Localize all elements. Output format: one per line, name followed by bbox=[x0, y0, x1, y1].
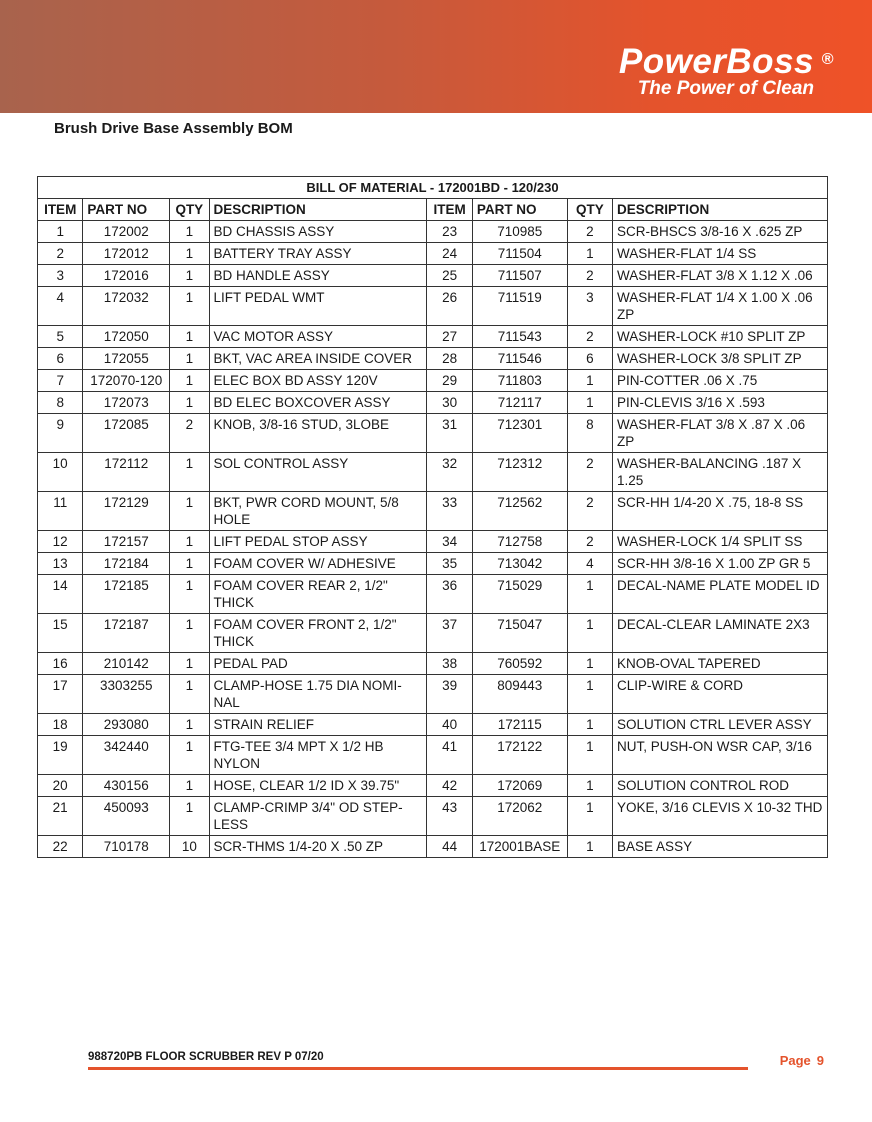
table-row bbox=[38, 653, 828, 675]
part-no-cell: 172069 bbox=[472, 775, 567, 797]
qty-cell: 4 bbox=[567, 553, 612, 575]
qty-cell: 2 bbox=[567, 265, 612, 287]
table-row bbox=[38, 675, 828, 714]
part-no-cell: 430156 bbox=[83, 775, 170, 797]
qty-cell: 2 bbox=[567, 326, 612, 348]
part-no-cell: 172055 bbox=[83, 348, 170, 370]
qty-cell: 1 bbox=[170, 348, 209, 370]
qty-cell: 1 bbox=[170, 531, 209, 553]
qty-cell: 2 bbox=[567, 221, 612, 243]
table-row bbox=[38, 221, 828, 243]
part-no-cell: 172050 bbox=[83, 326, 170, 348]
description-cell: KNOB-OVAL TAPERED bbox=[613, 653, 828, 675]
item-cell: 17 bbox=[38, 675, 83, 714]
description-cell: SOLUTION CTRL LEVER ASSY bbox=[613, 714, 828, 736]
item-cell: 26 bbox=[427, 287, 472, 326]
description-cell: SCR-HH 3/8-16 X 1.00 ZP GR 5 bbox=[613, 553, 828, 575]
table-row bbox=[38, 575, 828, 614]
table-row bbox=[38, 265, 828, 287]
description-cell: WASHER-FLAT 1/4 SS bbox=[613, 243, 828, 265]
part-no-cell: 172115 bbox=[472, 714, 567, 736]
item-cell: 31 bbox=[427, 414, 472, 453]
registered-mark: ® bbox=[821, 51, 834, 68]
part-no-cell: 342440 bbox=[83, 736, 170, 775]
part-no-cell: 210142 bbox=[83, 653, 170, 675]
item-cell: 13 bbox=[38, 553, 83, 575]
item-cell: 6 bbox=[38, 348, 83, 370]
part-no-cell: 172032 bbox=[83, 287, 170, 326]
description-cell: SCR-THMS 1/4-20 X .50 ZP bbox=[209, 836, 427, 858]
item-cell: 32 bbox=[427, 453, 472, 492]
item-cell: 12 bbox=[38, 531, 83, 553]
logo-name bbox=[618, 42, 834, 81]
description-cell: VAC MOTOR ASSY bbox=[209, 326, 427, 348]
part-no-cell: 172001BASE bbox=[472, 836, 567, 858]
item-cell: 11 bbox=[38, 492, 83, 531]
header-qty: QTY bbox=[567, 199, 612, 221]
table-row bbox=[38, 614, 828, 653]
item-cell: 38 bbox=[427, 653, 472, 675]
part-no-cell: 172062 bbox=[472, 797, 567, 836]
description-cell: CLAMP-HOSE 1.75 DIA NOMI-NAL bbox=[209, 675, 427, 714]
description-cell: LIFT PEDAL WMT bbox=[209, 287, 427, 326]
description-cell: SOL CONTROL ASSY bbox=[209, 453, 427, 492]
qty-cell: 1 bbox=[567, 575, 612, 614]
description-cell: BATTERY TRAY ASSY bbox=[209, 243, 427, 265]
part-no-cell: 711519 bbox=[472, 287, 567, 326]
qty-cell: 1 bbox=[170, 265, 209, 287]
qty-cell: 1 bbox=[170, 775, 209, 797]
bom-title: BILL OF MATERIAL - 172001BD - 120/230 bbox=[38, 177, 828, 199]
description-cell: WASHER-LOCK 3/8 SPLIT ZP bbox=[613, 348, 828, 370]
item-cell: 19 bbox=[38, 736, 83, 775]
part-no-cell: 172070-120 bbox=[83, 370, 170, 392]
part-no-cell: 172012 bbox=[83, 243, 170, 265]
qty-cell: 1 bbox=[567, 243, 612, 265]
qty-cell: 1 bbox=[567, 370, 612, 392]
description-cell: CLIP-WIRE & CORD bbox=[613, 675, 828, 714]
description-cell: FOAM COVER FRONT 2, 1/2" THICK bbox=[209, 614, 427, 653]
qty-cell: 1 bbox=[567, 797, 612, 836]
qty-cell: 6 bbox=[567, 348, 612, 370]
item-cell: 14 bbox=[38, 575, 83, 614]
part-no-cell: 172187 bbox=[83, 614, 170, 653]
description-cell: KNOB, 3/8-16 STUD, 3LOBE bbox=[209, 414, 427, 453]
description-cell: ELEC BOX BD ASSY 120V bbox=[209, 370, 427, 392]
item-cell: 44 bbox=[427, 836, 472, 858]
table-row bbox=[38, 492, 828, 531]
table-row bbox=[38, 348, 828, 370]
qty-cell: 1 bbox=[170, 675, 209, 714]
qty-cell: 2 bbox=[567, 492, 612, 531]
part-no-cell: 715029 bbox=[472, 575, 567, 614]
part-no-cell: 172157 bbox=[83, 531, 170, 553]
description-cell: FTG-TEE 3/4 MPT X 1/2 HB NYLON bbox=[209, 736, 427, 775]
qty-cell: 1 bbox=[567, 653, 612, 675]
description-cell: BASE ASSY bbox=[613, 836, 828, 858]
item-cell: 5 bbox=[38, 326, 83, 348]
table-row bbox=[38, 836, 828, 858]
header-qty: QTY bbox=[170, 199, 209, 221]
qty-cell: 1 bbox=[170, 453, 209, 492]
table-row bbox=[38, 326, 828, 348]
part-no-cell: 712301 bbox=[472, 414, 567, 453]
item-cell: 40 bbox=[427, 714, 472, 736]
description-cell: WASHER-BALANCING .187 X 1.25 bbox=[613, 453, 828, 492]
item-cell: 23 bbox=[427, 221, 472, 243]
item-cell: 8 bbox=[38, 392, 83, 414]
table-row bbox=[38, 243, 828, 265]
part-no-cell: 172016 bbox=[83, 265, 170, 287]
description-cell: PIN-COTTER .06 X .75 bbox=[613, 370, 828, 392]
page-number: 9 bbox=[816, 1053, 824, 1068]
part-no-cell: 715047 bbox=[472, 614, 567, 653]
bom-table bbox=[37, 176, 828, 858]
item-cell: 39 bbox=[427, 675, 472, 714]
description-cell: BD HANDLE ASSY bbox=[209, 265, 427, 287]
table-row bbox=[38, 775, 828, 797]
item-cell: 20 bbox=[38, 775, 83, 797]
part-no-cell: 711504 bbox=[472, 243, 567, 265]
qty-cell: 1 bbox=[170, 326, 209, 348]
qty-cell: 2 bbox=[170, 414, 209, 453]
qty-cell: 2 bbox=[567, 531, 612, 553]
qty-cell: 1 bbox=[567, 736, 612, 775]
item-cell: 3 bbox=[38, 265, 83, 287]
header-item: ITEM bbox=[38, 199, 83, 221]
description-cell: SOLUTION CONTROL ROD bbox=[613, 775, 828, 797]
item-cell: 24 bbox=[427, 243, 472, 265]
item-cell: 27 bbox=[427, 326, 472, 348]
description-cell: FOAM COVER REAR 2, 1/2" THICK bbox=[209, 575, 427, 614]
bom-body bbox=[38, 221, 828, 858]
item-cell: 30 bbox=[427, 392, 472, 414]
part-no-cell: 712562 bbox=[472, 492, 567, 531]
page-title: Brush Drive Base Assembly BOM bbox=[54, 120, 293, 137]
item-cell: 1 bbox=[38, 221, 83, 243]
logo-name-text: PowerBoss bbox=[618, 42, 814, 81]
table-row bbox=[38, 370, 828, 392]
description-cell: WASHER-FLAT 1/4 X 1.00 X .06 ZP bbox=[613, 287, 828, 326]
description-cell: WASHER-LOCK 1/4 SPLIT SS bbox=[613, 531, 828, 553]
qty-cell: 1 bbox=[567, 775, 612, 797]
qty-cell: 2 bbox=[567, 453, 612, 492]
qty-cell: 1 bbox=[567, 614, 612, 653]
qty-cell: 1 bbox=[170, 736, 209, 775]
bom-title-row bbox=[38, 177, 828, 199]
part-no-cell: 711543 bbox=[472, 326, 567, 348]
item-cell: 7 bbox=[38, 370, 83, 392]
qty-cell: 1 bbox=[170, 714, 209, 736]
table-row bbox=[38, 797, 828, 836]
table-row bbox=[38, 531, 828, 553]
description-cell: SCR-BHSCS 3/8-16 X .625 ZP bbox=[613, 221, 828, 243]
header-part-no: PART NO bbox=[472, 199, 567, 221]
part-no-cell: 172129 bbox=[83, 492, 170, 531]
page-label: Page bbox=[779, 1053, 811, 1068]
item-cell: 41 bbox=[427, 736, 472, 775]
part-no-cell: 172073 bbox=[83, 392, 170, 414]
description-cell: WASHER-FLAT 3/8 X 1.12 X .06 bbox=[613, 265, 828, 287]
description-cell: LIFT PEDAL STOP ASSY bbox=[209, 531, 427, 553]
part-no-cell: 172185 bbox=[83, 575, 170, 614]
part-no-cell: 711507 bbox=[472, 265, 567, 287]
footer-doc-code: 988720PB FLOOR SCRUBBER REV P 07/20 bbox=[88, 1051, 324, 1063]
footer-rule bbox=[88, 1067, 748, 1070]
item-cell: 21 bbox=[38, 797, 83, 836]
description-cell: BD CHASSIS ASSY bbox=[209, 221, 427, 243]
qty-cell: 1 bbox=[170, 492, 209, 531]
description-cell: NUT, PUSH-ON WSR CAP, 3/16 bbox=[613, 736, 828, 775]
part-no-cell: 711803 bbox=[472, 370, 567, 392]
item-cell: 37 bbox=[427, 614, 472, 653]
table-row bbox=[38, 736, 828, 775]
item-cell: 18 bbox=[38, 714, 83, 736]
item-cell: 36 bbox=[427, 575, 472, 614]
item-cell: 28 bbox=[427, 348, 472, 370]
qty-cell: 10 bbox=[170, 836, 209, 858]
qty-cell: 1 bbox=[170, 370, 209, 392]
qty-cell: 1 bbox=[170, 614, 209, 653]
part-no-cell: 712758 bbox=[472, 531, 567, 553]
powerboss-logo bbox=[618, 42, 834, 100]
table-row bbox=[38, 414, 828, 453]
qty-cell: 1 bbox=[170, 392, 209, 414]
description-cell: HOSE, CLEAR 1/2 ID X 39.75" bbox=[209, 775, 427, 797]
qty-cell: 1 bbox=[170, 797, 209, 836]
item-cell: 35 bbox=[427, 553, 472, 575]
header-description: DESCRIPTION bbox=[209, 199, 427, 221]
item-cell: 4 bbox=[38, 287, 83, 326]
header-part-no: PART NO bbox=[83, 199, 170, 221]
description-cell: WASHER-FLAT 3/8 X .87 X .06 ZP bbox=[613, 414, 828, 453]
part-no-cell: 172184 bbox=[83, 553, 170, 575]
header-description: DESCRIPTION bbox=[613, 199, 828, 221]
item-cell: 33 bbox=[427, 492, 472, 531]
table-row bbox=[38, 287, 828, 326]
item-cell: 15 bbox=[38, 614, 83, 653]
part-no-cell: 809443 bbox=[472, 675, 567, 714]
part-no-cell: 713042 bbox=[472, 553, 567, 575]
item-cell: 34 bbox=[427, 531, 472, 553]
description-cell: BKT, VAC AREA INSIDE COVER bbox=[209, 348, 427, 370]
part-no-cell: 293080 bbox=[83, 714, 170, 736]
description-cell: PEDAL PAD bbox=[209, 653, 427, 675]
description-cell: PIN-CLEVIS 3/16 X .593 bbox=[613, 392, 828, 414]
qty-cell: 1 bbox=[567, 392, 612, 414]
qty-cell: 8 bbox=[567, 414, 612, 453]
qty-cell: 1 bbox=[170, 221, 209, 243]
part-no-cell: 712117 bbox=[472, 392, 567, 414]
part-no-cell: 172112 bbox=[83, 453, 170, 492]
description-cell: DECAL-CLEAR LAMINATE 2X3 bbox=[613, 614, 828, 653]
qty-cell: 3 bbox=[567, 287, 612, 326]
item-cell: 2 bbox=[38, 243, 83, 265]
header-banner bbox=[0, 0, 872, 113]
qty-cell: 1 bbox=[170, 653, 209, 675]
qty-cell: 1 bbox=[567, 714, 612, 736]
description-cell: SCR-HH 1/4-20 X .75, 18-8 SS bbox=[613, 492, 828, 531]
item-cell: 43 bbox=[427, 797, 472, 836]
description-cell: CLAMP-CRIMP 3/4" OD STEP-LESS bbox=[209, 797, 427, 836]
description-cell: BKT, PWR CORD MOUNT, 5/8 HOLE bbox=[209, 492, 427, 531]
item-cell: 10 bbox=[38, 453, 83, 492]
logo-tagline: The Power of Clean bbox=[637, 78, 814, 99]
table-row bbox=[38, 453, 828, 492]
description-cell: YOKE, 3/16 CLEVIS X 10-32 THD bbox=[613, 797, 828, 836]
table-row bbox=[38, 553, 828, 575]
bom-header-row bbox=[38, 199, 828, 221]
part-no-cell: 172085 bbox=[83, 414, 170, 453]
part-no-cell: 710178 bbox=[83, 836, 170, 858]
qty-cell: 1 bbox=[567, 836, 612, 858]
part-no-cell: 172122 bbox=[472, 736, 567, 775]
qty-cell: 1 bbox=[170, 575, 209, 614]
description-cell: DECAL-NAME PLATE MODEL ID bbox=[613, 575, 828, 614]
qty-cell: 1 bbox=[170, 287, 209, 326]
description-cell: STRAIN RELIEF bbox=[209, 714, 427, 736]
description-cell: WASHER-LOCK #10 SPLIT ZP bbox=[613, 326, 828, 348]
qty-cell: 1 bbox=[567, 675, 612, 714]
header-item: ITEM bbox=[427, 199, 472, 221]
part-no-cell: 172002 bbox=[83, 221, 170, 243]
description-cell: BD ELEC BOXCOVER ASSY bbox=[209, 392, 427, 414]
part-no-cell: 3303255 bbox=[83, 675, 170, 714]
item-cell: 42 bbox=[427, 775, 472, 797]
item-cell: 29 bbox=[427, 370, 472, 392]
footer-page bbox=[774, 1053, 824, 1068]
part-no-cell: 710985 bbox=[472, 221, 567, 243]
part-no-cell: 760592 bbox=[472, 653, 567, 675]
part-no-cell: 450093 bbox=[83, 797, 170, 836]
table-row bbox=[38, 392, 828, 414]
part-no-cell: 712312 bbox=[472, 453, 567, 492]
description-cell: FOAM COVER W/ ADHESIVE bbox=[209, 553, 427, 575]
item-cell: 16 bbox=[38, 653, 83, 675]
item-cell: 25 bbox=[427, 265, 472, 287]
item-cell: 22 bbox=[38, 836, 83, 858]
part-no-cell: 711546 bbox=[472, 348, 567, 370]
table-row bbox=[38, 714, 828, 736]
qty-cell: 1 bbox=[170, 553, 209, 575]
qty-cell: 1 bbox=[170, 243, 209, 265]
item-cell: 9 bbox=[38, 414, 83, 453]
